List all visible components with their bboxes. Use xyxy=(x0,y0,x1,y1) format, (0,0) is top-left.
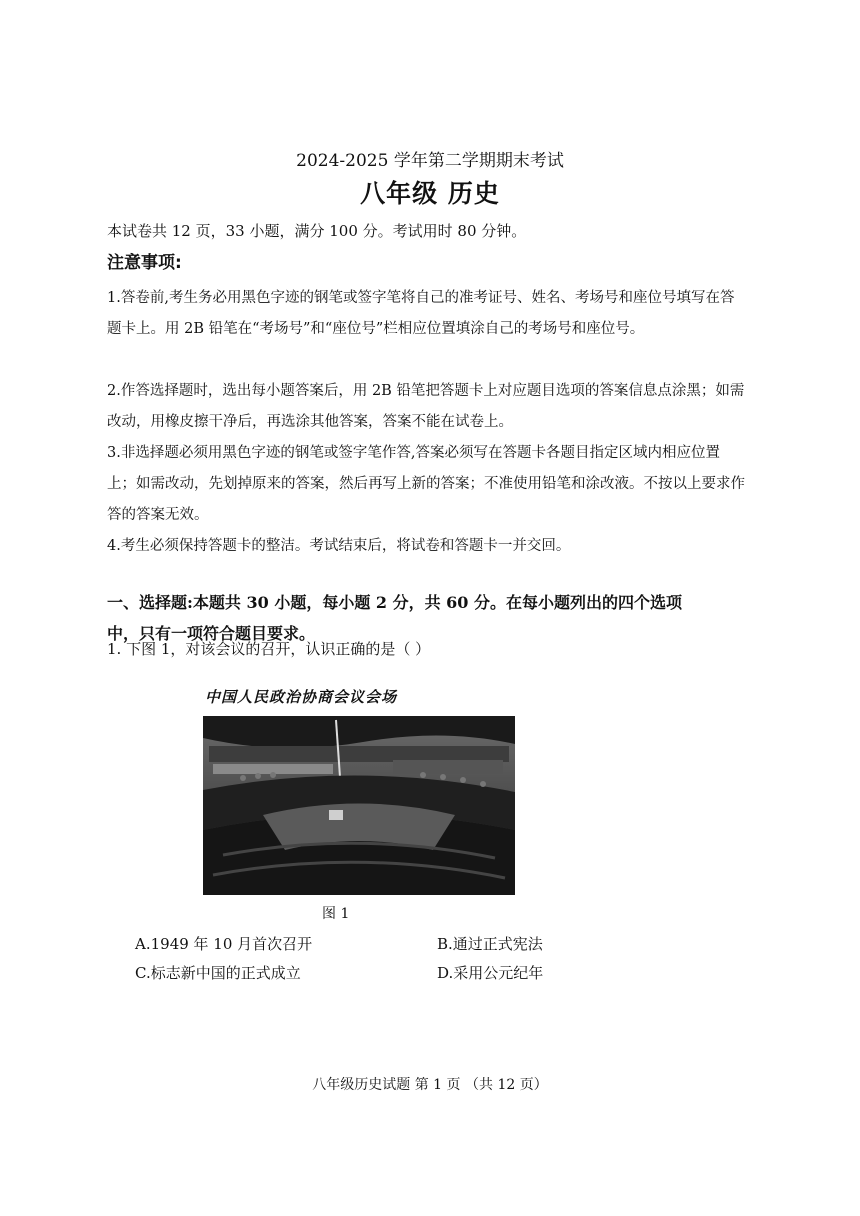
exam-intro: 本试卷共 12 页，33 小题，满分 100 分。考试用时 80 分钟。 xyxy=(107,222,527,240)
exam-title: 2024-2025 学年第二学期期末考试 xyxy=(296,151,564,171)
option-a: A.1949 年 10 月首次召开 xyxy=(135,935,313,953)
notice-heading: 注意事项: xyxy=(107,253,182,273)
figure-1-photo xyxy=(203,680,515,895)
figure-1-banner: 中国人民政治协商会议会场 xyxy=(205,688,398,706)
subject-title: 八年级 历史 xyxy=(360,179,500,208)
section-heading: 一、选择题:本题共 30 小题，每小题 2 分，共 60 分。在每小题列出的四个选项中，只有一项符合题目要求。 xyxy=(107,593,682,643)
page-footer: 八年级历史试题 第 1 页 （共 12 页） xyxy=(312,1077,548,1093)
option-d: D.采用公元纪年 xyxy=(437,964,544,982)
option-b: B.通过正式宪法 xyxy=(437,935,543,953)
notice-item-1: 1.答卷前,考生务必用黑色字迹的钢笔或签字笔将自己的准考证号、姓名、考场号和座位号填写在答题卡上。用 2B 铅笔在“考场号”和“座位号”栏相应位置填涂自己的考场号和座位号。 xyxy=(107,290,735,337)
question-1-stem: 1. 下图 1，对该会议的召开，认识正确的是（ ） xyxy=(107,640,431,658)
figure-1-caption: 图 1 xyxy=(322,906,350,922)
notice-item-2: 2.作答选择题时，选出每小题答案后，用 2B 铅笔把答题卡上对应题目选项的答案信息点涂黑；如需改动，用橡皮擦干净后，再选涂其他答案，答案不能在试卷上。 xyxy=(107,383,745,430)
option-c: C.标志新中国的正式成立 xyxy=(135,964,301,982)
notice-item-4: 4.考生必须保持答题卡的整洁。考试结束后，将试卷和答题卡一并交回。 xyxy=(107,538,571,554)
notice-item-3: 3.非选择题必须用黑色字迹的钢笔或签字笔作答,答案必须写在答题卡各题目指定区域内相应位置上；如需改动，先划掉原来的答案，然后再写上新的答案；不准使用铅笔和涂改液。不按以上要求作答的答案无效。 xyxy=(107,445,745,523)
